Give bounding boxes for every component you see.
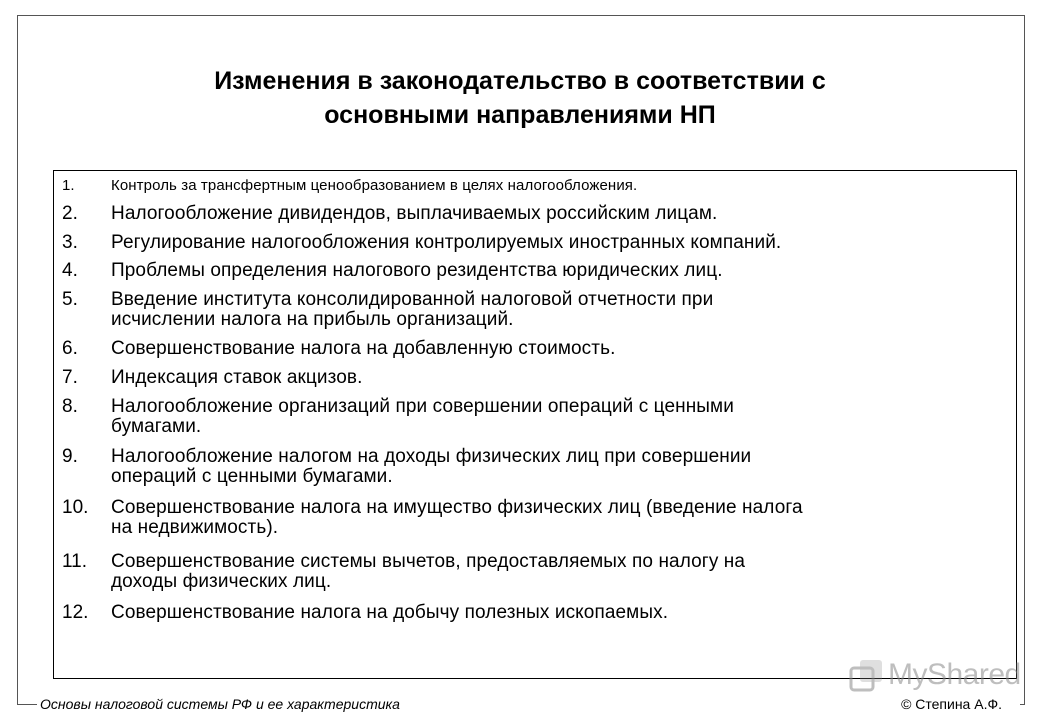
content-box [53, 170, 1017, 679]
list-item-text [111, 177, 991, 195]
list-item-line2: исчислении налога на прибыль организаций. [111, 309, 514, 330]
list-item-text [111, 233, 991, 253]
list-item-number: 2. [62, 203, 78, 224]
list-item-text [111, 261, 991, 281]
list-item-line1: Совершенствование налога на добавленную стоимость. [111, 338, 616, 359]
list-item-text [111, 204, 991, 224]
myshared-logo-icon [848, 656, 886, 694]
footer-divider [17, 704, 37, 705]
list-item-line2: доходы физических лиц. [111, 571, 332, 592]
footer-author: © Степина А.Ф. [901, 696, 1002, 712]
list-item-text [111, 552, 991, 592]
list-item-text [111, 339, 991, 359]
slide-title-line1: Изменения в законодательство в соответствии с [214, 67, 826, 95]
slide-title [40, 64, 1000, 132]
list-item-line1: Налогообложение дивидендов, выплачиваемых российским лицам. [111, 203, 718, 224]
list-item-line1: Налогообложение организаций при совершении операций с ценными [111, 396, 734, 417]
list-item-number: 11. [62, 551, 88, 572]
slide-title-line2: основными направлениями НП [324, 101, 716, 129]
list-item-text [111, 290, 991, 330]
list-item-line1: Совершенствование налога на имущество физических лиц (введение налога [111, 497, 803, 518]
list-item-line1: Регулирование налогообложения контролируемых иностранных компаний. [111, 232, 782, 253]
footer-course-title: Основы налоговой системы РФ и ее характеристика [40, 696, 400, 712]
list-item-line1: Проблемы определения налогового резидентства юридических лиц. [111, 260, 723, 281]
list-item-line2: на недвижимость). [111, 517, 279, 538]
list-item-line1: Индексация ставок акцизов. [111, 367, 363, 388]
list-item-number: 9. [62, 446, 78, 467]
list-item-number: 3. [62, 232, 78, 253]
list-item-line1: Совершенствование системы вычетов, предоставляемых по налогу на [111, 551, 746, 572]
list-item-number: 7. [62, 367, 78, 388]
list-item-number: 10. [62, 497, 89, 518]
list-item-line1: Налогообложение налогом на доходы физических лиц при совершении [111, 446, 752, 467]
list-item-line1: Введение института консолидированной налоговой отчетности при [111, 289, 714, 310]
list-item-text [111, 603, 991, 623]
list-item-number: 12. [62, 602, 89, 623]
myshared-watermark [848, 656, 1021, 696]
list-item-text [111, 368, 991, 388]
list-item-line2: операций с ценными бумагами. [111, 466, 393, 487]
list-item-number: 4. [62, 260, 78, 281]
list-item-line1: Совершенствование налога на добычу полезных ископаемых. [111, 602, 669, 623]
list-item-number: 6. [62, 338, 78, 359]
list-item-line2: бумагами. [111, 416, 202, 437]
list-item-number: 8. [62, 396, 78, 417]
list-item-text [111, 447, 991, 487]
watermark-text: MyShared [888, 658, 1021, 691]
list-item-text [111, 397, 991, 437]
list-item-line1: Контроль за трансфертным ценообразованием в целях налогообложения. [111, 177, 638, 194]
list-item-text [111, 498, 991, 538]
list-item-number: 1. [62, 177, 75, 194]
list-item-number: 5. [62, 289, 78, 310]
